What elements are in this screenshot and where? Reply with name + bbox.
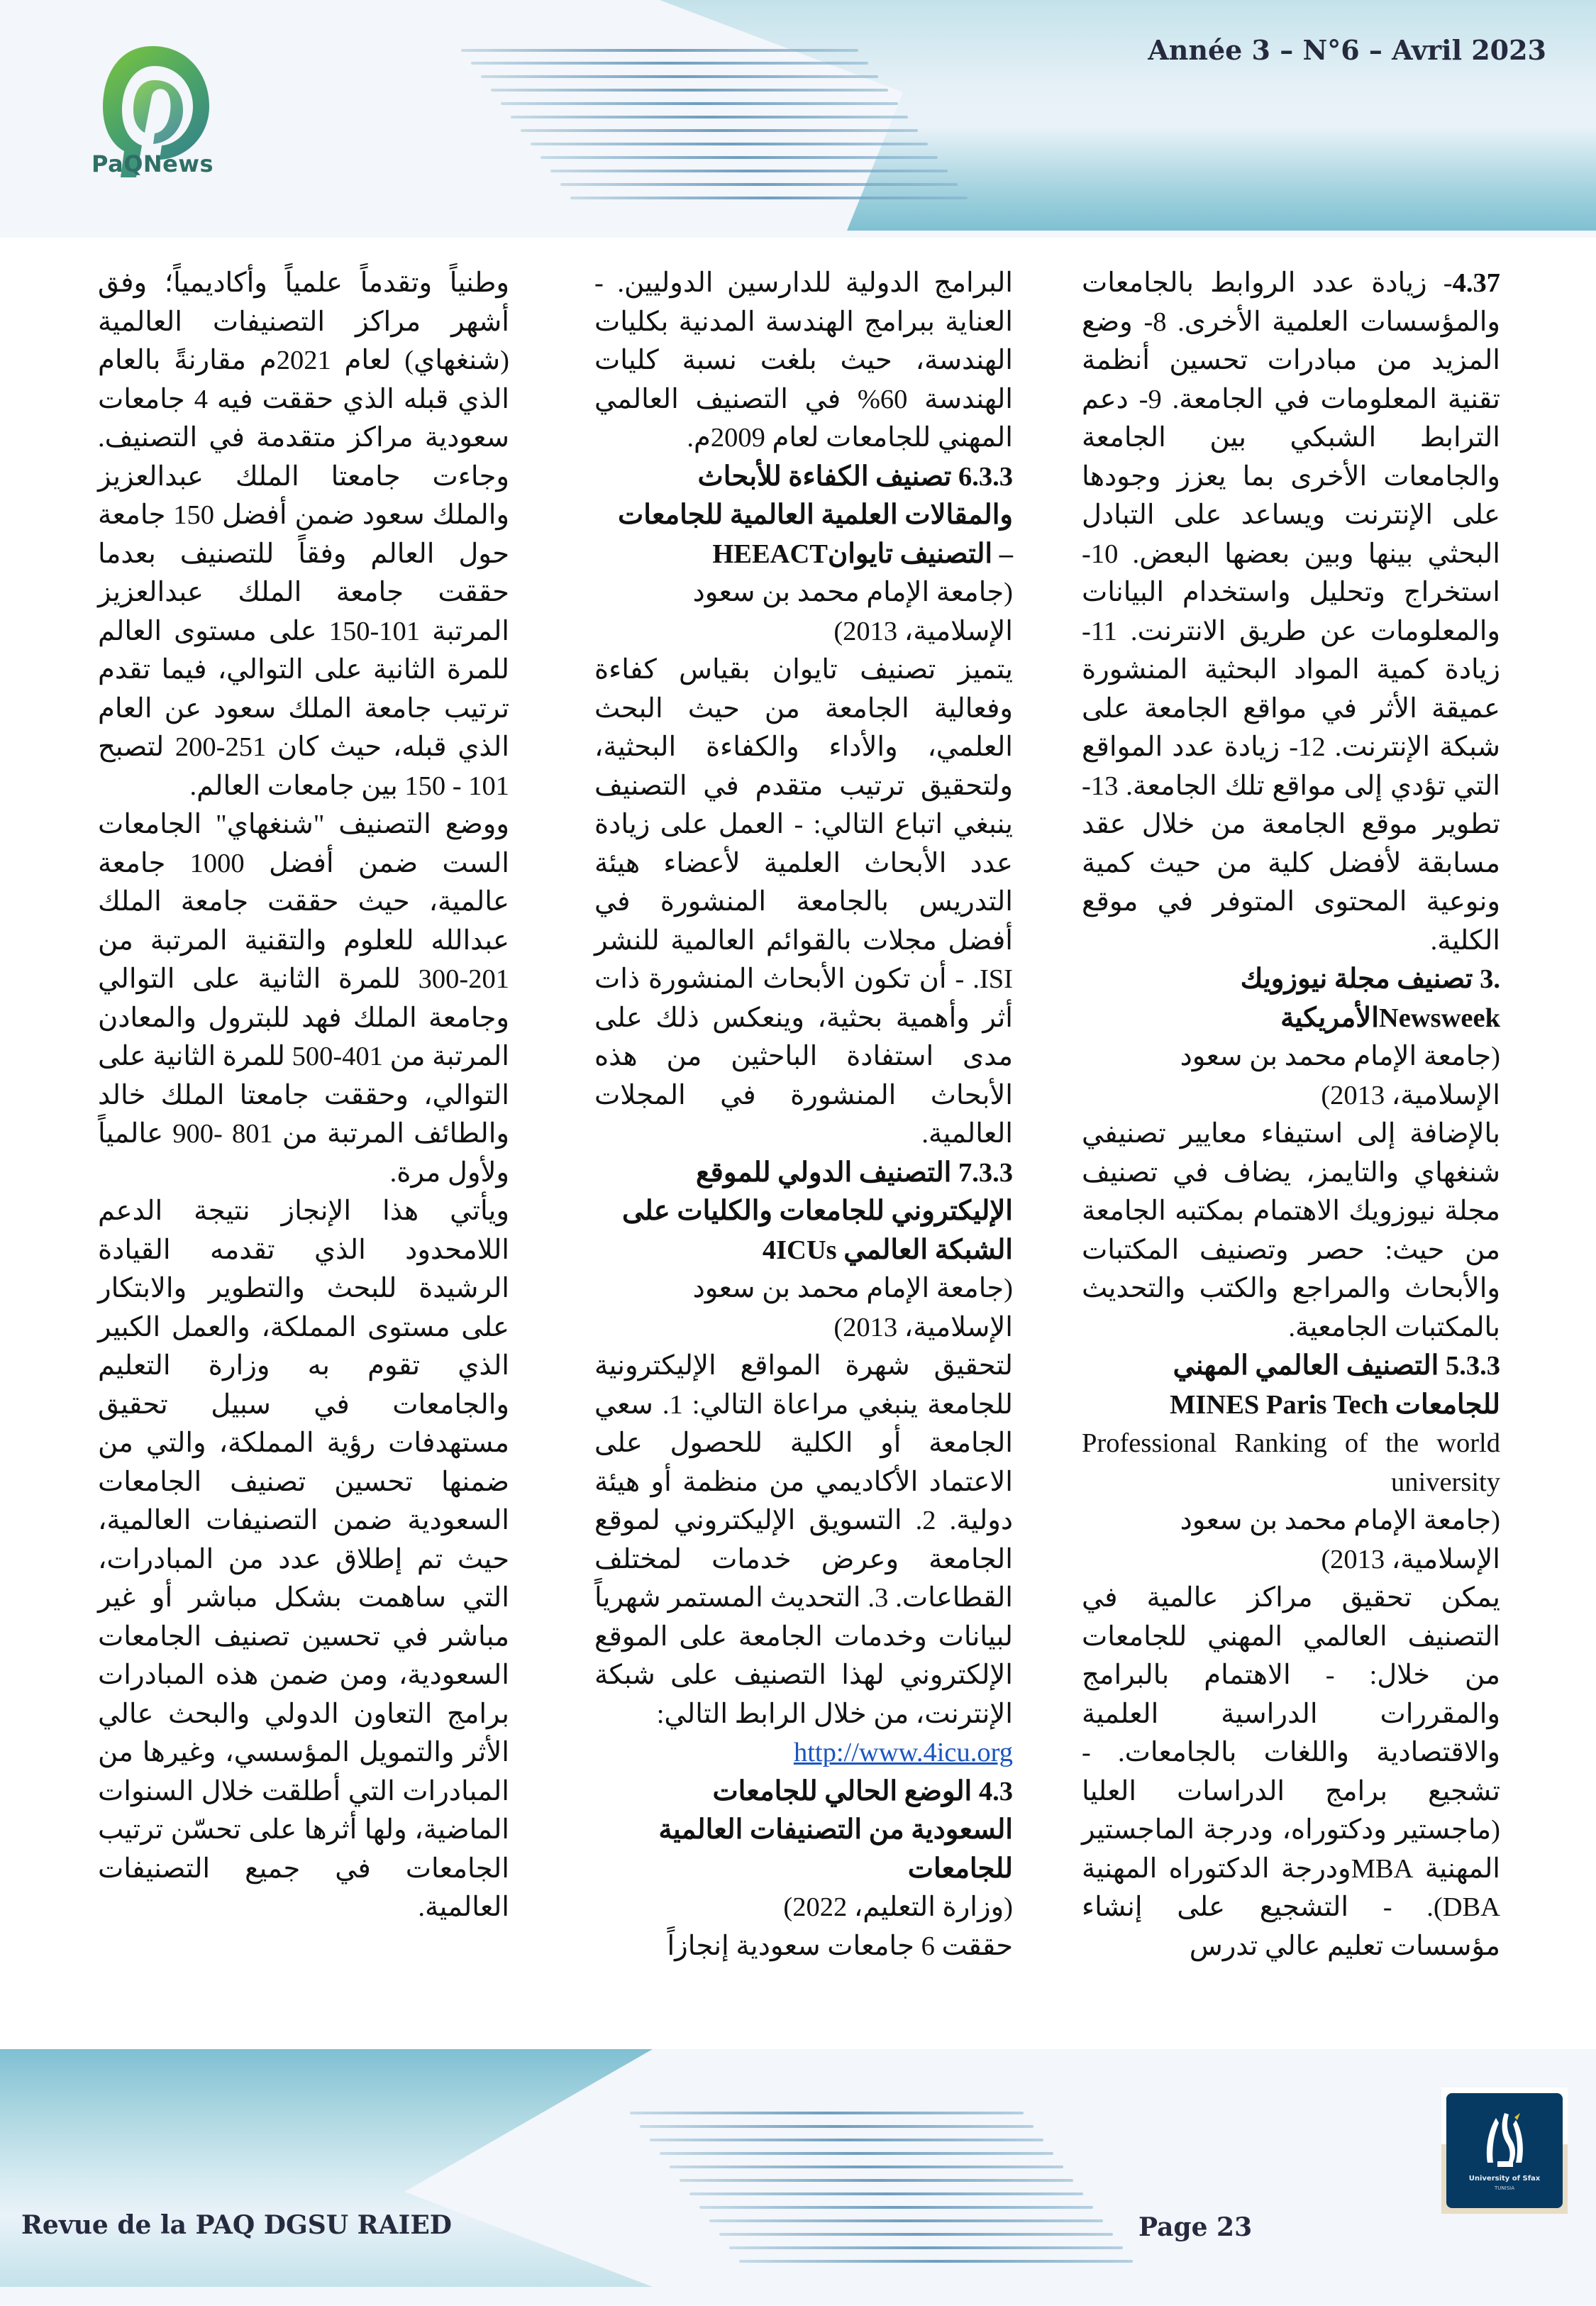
paragraph: لتحقيق شهرة المواقع الإليكترونية للجامعة ينبغي مراعاة التالي: 1. سعي الجامعة أو الكلية للحصول على الاعتماد الأكاديمي من منظمة أو هيئة دولية. 2. التسويق الإليكتروني لموقع الجامعة وعرض خدمات لمختلف القطاعات. 3. التحديث المستمر شهرياً لبيانات وخدمات الجامعة على الموقع الإلكتروني لهذا التصنيف على شبكة الإنترنت، من خلال الرابط التالي:	[594, 1351, 1014, 1729]
university-name: University of Sfax	[1468, 2175, 1541, 2183]
section-heading: 4.3 الوضع الحالي للجامعات السعودية من التصنيفات العالمية للجامعات	[658, 1776, 1013, 1884]
citation: (وزارة التعليم، 2022)	[783, 1892, 1013, 1922]
paragraph: ويأتي هذا الإنجاز نتيجة الدعم اللامحدود الذي تقدمه القيادة الرشيدة للبحث والتطوير والابتكار على مستوى المملكة، والعمل الكبير الذي تقوم به وزارة التعليم والجامعات في سبيل تحقيق مستهدفات رؤية المملكة، والتي من ضمنها تحسين تصنيف الجامعات السعودية ضمن التصنيفات العالمية، حيث تم إطلاق عدد من المبادرات، التي ساهمت بشكل مباشر أو غير مباشر في تحسين تصنيف الجامعات السعودية، ومن ضمن هذه المبادرات برامج التعاون الدولي والبحث عالي الأثر والتمويل المؤسسي، وغيرها من المبادرات التي أطلقت خلال السنوات الماضية، ولها أثرها على تحسّن ترتيب الجامعات في جميع التصنيفات العالمية.	[98, 1196, 509, 1922]
paragraph: وطنياً وتقدماً علمياً وأكاديمياً؛ وفق أشهر مراكز التصنيفات العالمية (شنغهاي) لعام 2021م مقارنةً بالعام الذي قبله الذي حققت فيه 4 جامعات سعودية مراكز متقدمة في التصنيف. وجاءت جامعتا الملك عبدالعزيز والملك سعود ضمن أفضل 150 جامعة حول العالم وفقاً للتصنيف بعدما حققت جامعة الملك عبدالعزيز المرتبة 101-150 على مستوى العالم للمرة الثانية على التوالي، فيما تقدم ترتيب جامعة الملك سعود عن العام الذي قبله، حيث كان 251-200 لتصبح 101 - 150 بين جامعات العالم.	[98, 268, 510, 801]
journal-name: Revue de la PAQ DGSU RAIED	[21, 2210, 453, 2240]
issue-title: Année 3 – N°6 – Avril 2023	[1148, 34, 1546, 66]
4icu-link[interactable]: http://www.4icu.org	[793, 1738, 1013, 1767]
paragraph: 4.37- زيادة عدد الروابط بالجامعات والمؤسسات العلمية الأخرى. 8- وضع المزيد من مبادرات تحسين أنظمة تقنية المعلومات في الجامعة. 9- دعم الترابط الشبكي بين الجامعة والجامعات الأخرى بما يعزز وجودها على الإنترنت ويساعد على التبادل البحثي بينها وبين بعضها البعض. 10- استخراج وتحليل واستخدام البيانات والمعلومات عن طريق الانترنت. 11- زيادة كمية المواد البحثية المنشورة عميقة الأثر في مواقع الجامعة على شبكة الإنترنت. 12- زيادة عدد المواقع التي تؤدي إلى مواقع تلك الجامعة. 13- تطوير موقع الجامعة من خلال عقد مسابقة لأفضل كلية من حيث كمية ونوعية المحتوى المتوفر في موقع الكلية.	[1082, 268, 1500, 956]
citation: (جامعة الإمام محمد بن سعود الإسلامية، 2013)	[692, 1274, 1013, 1342]
section-heading: 7.3.3 التصنيف الدولي للموقع الإليكتروني للجامعات والكليات على الشبكة العالمي 4ICUs	[621, 1157, 1013, 1265]
paragraph: البرامج الدولية للدارسين الدوليين. - العناية ببرامج الهندسة المدنية بكليات الهندسة، حيث بلغت نسبة كليات الهندسة 60% في التصنيف العالمي المهني للجامعات لعام 2009م.	[594, 268, 1013, 453]
citation: (جامعة الإمام محمد بن سعود الإسلامية، 2013)	[692, 578, 1013, 646]
paragraph: يتميز تصنيف تايوان بقياس كفاءة وفعالية الجامعة من حيث البحث العلمي، والأداء والكفاءة البحثية، ولتحقيق ترتيب متقدم في التصنيف ينبغي اتباع التالي: - العمل على زيادة عدد الأبحاث العلمية لأعضاء هيئة التدريس بالجامعة المنشورة في أفضل مجلات بالقوائم العالمية للنشر ISI. - أن تكون الأبحاث المنشورة ذات أثر وأهمية بحثية، وينعكس ذلك على مدى استفادة الباحثين من هذه الأبحاث المنشورة في المجلات العالمية.	[594, 655, 1013, 1149]
page-header	[0, 0, 1596, 238]
column-right	[1082, 264, 1500, 1965]
section-heading: .3 تصنيف مجلة نيوزويك Newsweekالأمريكية	[1240, 964, 1500, 1033]
section-number: 4.37	[1452, 268, 1500, 298]
column-left	[98, 264, 509, 1927]
section-heading: 6.3.3 تصنيف الكفاءة للأبحاث والمقالات العلمية العالمية للجامعات – التصنيف تايوانHEEACT	[617, 461, 1013, 569]
paragraph: حققت 6 جامعات سعودية إنجازاً	[667, 1931, 1013, 1961]
footer-decorative-band	[0, 2049, 653, 2287]
section-heading: 5.3.3 التصنيف العالمي المهني للجامعات MINES Paris Tech	[1170, 1351, 1500, 1420]
page-footer	[0, 2049, 1596, 2306]
logo-wordmark: PaQNews	[92, 150, 214, 177]
english-subtitle: Professional Ranking of the world university	[1082, 1428, 1500, 1497]
university-logo	[1441, 2087, 1568, 2214]
citation: (جامعة الإمام محمد بن سعود الإسلامية، 2013)	[1180, 1042, 1500, 1110]
page-number: Page 23	[1138, 2212, 1253, 2242]
paragraph: يمكن تحقيق مراكز عالمية في التصنيف العالمي المهني للجامعات من خلال: - الاهتمام بالبرامج والمقررات الدراسية العلمية والاقتصادية واللغات بالجامعات. - تشجيع برامج الدراسات العليا (ماجستير ودكتوراه، ودرجة الماجستير المهنية MBAودرجة الدكتوراه المهنية DBA). - التشجيع على إنشاء مؤسسات تعليم عالي تدرس	[1082, 1583, 1501, 1961]
column-middle	[594, 264, 1013, 1965]
university-country: TUNISIA	[1495, 2185, 1514, 2191]
paragraph: بالإضافة إلى استيفاء معايير تصنيفي شنغهاي والتايمز، يضاف في تصنيف مجلة نيوزويك الاهتمام بمكتبه الجامعة من حيث: حصر وتصنيف المكتبات والأبحاث والمراجع والكتب والتحديث بالمكتبات الجامعية.	[1082, 1119, 1500, 1342]
paragraph: ووضع التصنيف "شنغهاي" الجامعات الست ضمن أفضل 1000 جامعة عالمية، حيث حققت جامعة الملك عبدالله للعلوم والتقنية المرتبة من 201-300 للمرة الثانية على التوالي وجامعة الملك فهد للبترول والمعادن المرتبة من 401-500 للمرة الثانية على التوالي، وحققت جامعتا الملك خالد والطائف المرتبة من 801 -900 عالمياً ولأول مرة.	[97, 810, 509, 1188]
citation: (جامعة الإمام محمد بن سعود الإسلامية، 2013)	[1180, 1506, 1500, 1574]
